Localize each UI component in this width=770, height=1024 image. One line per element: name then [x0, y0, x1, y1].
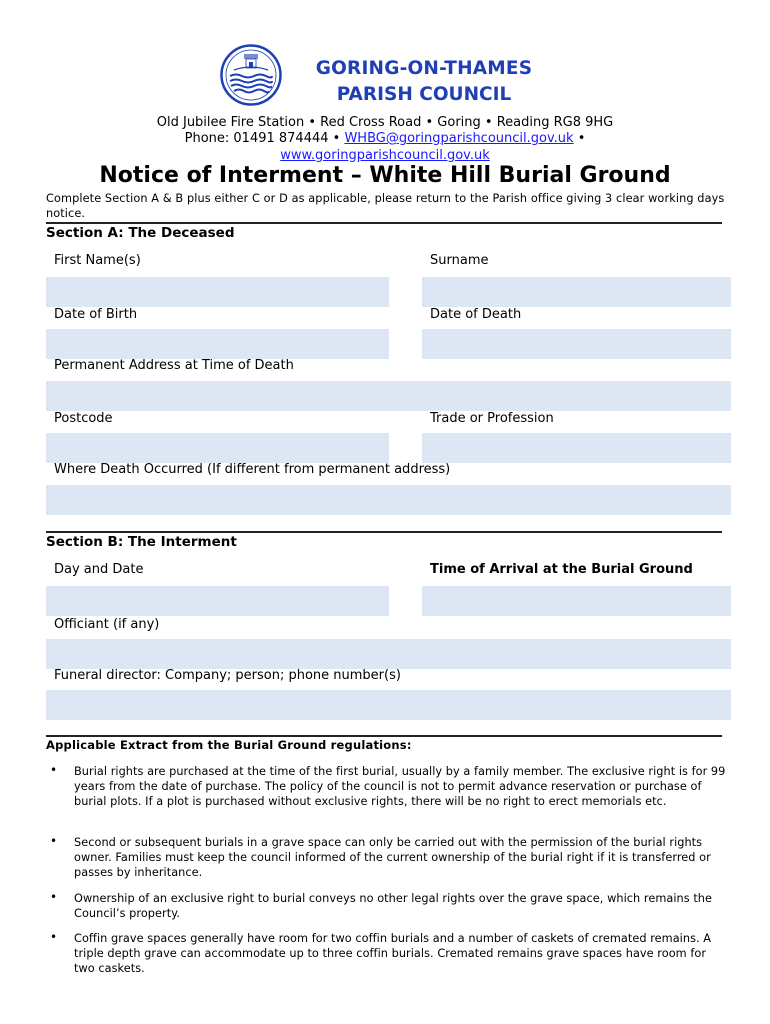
section-divider — [46, 531, 722, 533]
bullet-marker: • — [50, 890, 58, 904]
surname-label: Surname — [430, 253, 489, 268]
first-names-label: First Name(s) — [54, 253, 141, 268]
section-b-heading: Section B: The Interment — [46, 534, 237, 550]
regulation-item: Ownership of an exclusive right to burial conveys no other legal rights over the grave space, which remains the Council’s property. — [74, 892, 713, 920]
council-name — [288, 56, 560, 108]
arrival-time-label: Time of Arrival at the Burial Ground — [430, 562, 693, 577]
trade-label: Trade or Profession — [430, 411, 554, 426]
dod-field[interactable] — [422, 329, 731, 359]
council-name-line1: GORING-ON-THAMES — [315, 58, 533, 79]
officiant-field[interactable] — [46, 639, 731, 669]
council-name-line2: PARISH COUNCIL — [336, 84, 512, 105]
regulation-item: Second or subsequent burials in a grave space can only be carried out with the permission of the burial rights owner. Families must keep the council informed of the current ownership of the burial right if it is transferred or passes by inheritance. — [74, 836, 711, 879]
section-divider — [46, 222, 722, 224]
surname-field[interactable] — [422, 277, 731, 307]
bullet-marker: • — [50, 763, 58, 777]
day-date-label: Day and Date — [54, 562, 144, 577]
dob-label: Date of Birth — [54, 307, 138, 322]
where-death-field[interactable] — [46, 485, 731, 515]
section-divider — [46, 735, 722, 737]
address-field[interactable] — [46, 381, 731, 411]
day-date-field[interactable] — [46, 586, 389, 616]
bullet-marker: • — [50, 834, 58, 848]
council-crest-logo — [220, 44, 282, 106]
funeral-director-label: Funeral director: Company; person; phone number(s) — [54, 668, 401, 683]
postcode-field[interactable] — [46, 433, 389, 463]
first-names-field[interactable] — [46, 277, 389, 307]
website-row — [0, 148, 770, 164]
trade-field[interactable] — [422, 433, 731, 463]
email-link[interactable]: WHBG@goringparishcouncil.gov.uk — [344, 131, 574, 146]
dob-field[interactable] — [46, 329, 389, 359]
form-intro: Complete Section A & B plus either C or D as applicable, please return to the Parish office giving 3 clear working days notice. — [46, 192, 725, 220]
funeral-director-field[interactable] — [46, 690, 731, 720]
separator: • — [573, 131, 586, 146]
council-contact — [0, 131, 770, 147]
arrival-time-field[interactable] — [422, 586, 731, 616]
regulation-item: Burial rights are purchased at the time of the first burial, usually by a family member. The exclusive right is for 99 years from the date of purchase. The policy of the council is not to permit advance reservation or purchase of burial plots. If a plot is purchased without exclusive rights, there will be no right to erect memorials etc. — [74, 765, 726, 808]
regulation-item: Coffin grave spaces generally have room for two coffin burials and a number of caskets of cremated remains. A triple depth grave can accommodate up to three coffin burials. Cremated remains grave spaces have room for two caskets. — [74, 932, 712, 975]
where-death-label: Where Death Occurred (If different from permanent address) — [54, 462, 451, 477]
website-link[interactable]: www.goringparishcouncil.gov.uk — [280, 148, 490, 163]
section-a-heading: Section A: The Deceased — [46, 225, 235, 241]
address-label: Permanent Address at Time of Death — [54, 358, 294, 373]
dod-label: Date of Death — [430, 307, 522, 322]
officiant-label: Officiant (if any) — [54, 617, 160, 632]
postcode-label: Postcode — [54, 411, 113, 426]
phone-text: Phone: 01491 874444 • — [184, 131, 345, 146]
extract-heading: Applicable Extract from the Burial Ground regulations: — [46, 738, 412, 752]
council-address: Old Jubilee Fire Station • Red Cross Road • Goring • Reading RG8 9HG — [156, 115, 614, 130]
form-title: Notice of Interment – White Hill Burial Ground — [99, 163, 671, 188]
bullet-marker: • — [50, 930, 58, 944]
